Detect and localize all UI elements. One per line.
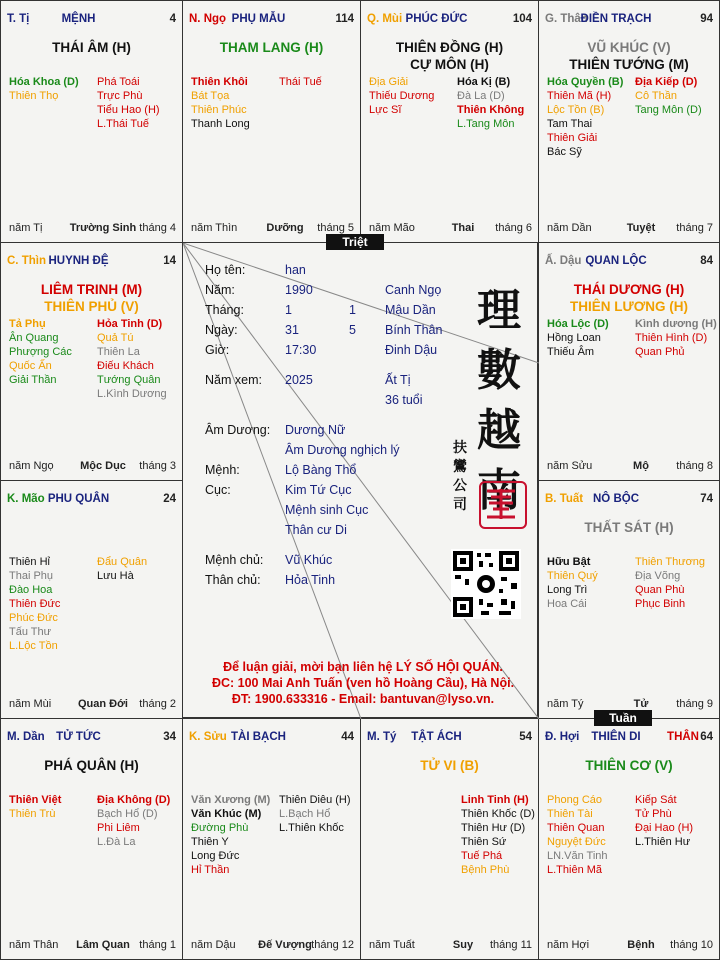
minor-star: Thiên Hỉ <box>9 556 50 568</box>
minor-stars-left <box>191 793 270 877</box>
main-star: THẤT SÁT (H) <box>584 520 674 535</box>
minor-star: Lộc Tồn (B) <box>547 104 605 116</box>
calligraphy-char: 理 <box>477 285 521 336</box>
value-cuc-3: Thân cư Di <box>285 523 347 537</box>
main-stars <box>1 39 182 56</box>
palace-branch: N. Ngọ <box>189 13 227 25</box>
palace-footer-month: tháng 6 <box>495 222 532 234</box>
minor-star: Tuế Phá <box>461 850 503 862</box>
minor-star: Thiên Giải <box>547 132 598 144</box>
palace-suu[interactable] <box>182 718 361 960</box>
main-stars <box>539 757 719 774</box>
minor-star: Thiên Không <box>457 104 525 116</box>
minor-star: Địa Võng <box>635 570 681 582</box>
label-menh-chu: Mệnh chủ: <box>205 553 264 567</box>
minor-star: Văn Xương (M) <box>191 794 271 806</box>
palace-header <box>545 255 713 271</box>
minor-star: Tướng Quân <box>97 374 161 386</box>
palace-mao[interactable] <box>0 480 183 719</box>
minor-star: Hoa Cái <box>547 598 587 610</box>
body-palace-marker: THÂN <box>667 731 699 743</box>
minor-star: Điếu Khách <box>97 360 154 372</box>
palace-number: 24 <box>163 493 176 505</box>
minor-star: Thiên Trù <box>9 808 56 820</box>
label-than-chu: Thân chủ: <box>205 573 261 587</box>
palace-name: HUYNH ĐỆ <box>48 255 109 267</box>
minor-star: Bạch Hổ (D) <box>97 808 158 820</box>
value-ngay-duong: 31 <box>285 323 299 337</box>
palace-name: TẬT ÁCH <box>411 731 462 743</box>
palace-mui[interactable] <box>360 0 539 243</box>
palace-footer-year: năm Tuất <box>369 939 415 951</box>
palace-footer-month: tháng 8 <box>676 460 713 472</box>
main-star: THÁI DƯƠNG (H) <box>573 282 685 297</box>
palace-number: 84 <box>700 255 713 267</box>
palace-header <box>545 493 713 509</box>
palace-header <box>189 13 354 29</box>
palace-header <box>367 13 532 29</box>
value-gio: 17:30 <box>285 343 317 357</box>
palace-ngo[interactable] <box>182 0 361 243</box>
palace-footer-stage: Lâm Quan <box>76 939 130 951</box>
palace-header <box>7 731 176 747</box>
minor-star: Thiên Quý <box>547 570 598 582</box>
palace-name: QUAN LỘC <box>585 255 647 267</box>
palace-footer <box>369 939 532 953</box>
minor-star: Thiên Hư (D) <box>461 822 526 834</box>
minor-star: L.Bạch Hổ <box>279 808 331 820</box>
value-tuoi: 36 tuổi <box>385 393 423 407</box>
palace-name: THIÊN DI <box>591 731 641 743</box>
palace-thin[interactable] <box>0 242 183 481</box>
palace-footer <box>547 460 713 474</box>
palace-number: 4 <box>169 13 176 25</box>
minor-stars-right <box>97 75 160 131</box>
palace-header <box>367 731 532 747</box>
minor-stars-right <box>635 555 705 611</box>
minor-star: Đẩu Quân <box>97 556 148 568</box>
label-ho-ten: Họ tên: <box>205 263 246 277</box>
palace-footer-year: năm Ngọ <box>9 460 54 472</box>
value-thang-duong: 1 <box>285 303 292 317</box>
minor-star: Thiên La <box>97 346 140 358</box>
minor-star: L.Lộc Tồn <box>9 640 58 652</box>
palace-name: TỬ TỨC <box>56 731 101 743</box>
main-star: CỰ MÔN (H) <box>410 57 489 72</box>
main-stars <box>361 757 538 774</box>
palace-footer-month: tháng 10 <box>670 939 713 951</box>
palace-name: PHU QUÂN <box>47 493 110 505</box>
palace-footer-stage: Mộc Dục <box>80 460 126 472</box>
minor-star: L.Thái Tuế <box>97 118 149 130</box>
minor-stars-left <box>547 75 623 159</box>
value-gio-can: Đinh Dậu <box>385 343 438 357</box>
label-thang: Tháng: <box>205 303 244 317</box>
minor-star: LN.Văn Tinh <box>547 850 608 862</box>
palace-branch: K. Mão <box>7 493 45 505</box>
minor-star: Đại Hao (H) <box>635 822 694 834</box>
minor-star: Trực Phù <box>97 90 143 102</box>
value-nam-xem-can: Ất Tị <box>385 373 411 387</box>
minor-stars-left <box>369 75 434 117</box>
palace-footer-month: tháng 2 <box>139 698 176 710</box>
minor-stars-right <box>97 793 170 849</box>
palace-name: TÀI BẠCH <box>231 731 286 743</box>
minor-star: Lực Sĩ <box>369 104 402 116</box>
palace-footer-month: tháng 4 <box>139 222 176 234</box>
palace-ty[interactable] <box>360 718 539 960</box>
palace-header <box>7 13 176 29</box>
fubi-char: 扶 <box>453 440 467 456</box>
minor-star: Tang Môn (D) <box>635 104 702 116</box>
minor-star: Thiên Đức <box>9 598 61 610</box>
value-menh-chu: Vũ Khúc <box>285 553 333 567</box>
palace-footer-year: năm Dần <box>547 222 592 234</box>
palace-footer <box>191 939 354 953</box>
minor-star: Long Đức <box>191 850 240 862</box>
value-nam-can: Canh Ngọ <box>385 283 442 297</box>
minor-star: Thiếu Âm <box>547 346 595 358</box>
minor-star: Hóa Quyền (B) <box>547 76 624 88</box>
fubi-char: 鸞 <box>453 459 467 475</box>
minor-star: L.Thiên Hư <box>635 836 691 848</box>
minor-star: Phục Binh <box>635 598 686 610</box>
minor-star: Thiếu Dương <box>369 90 435 102</box>
palace-than[interactable] <box>538 0 720 243</box>
main-stars <box>361 39 538 73</box>
minor-stars-left <box>9 317 72 387</box>
minor-star: Hữu Bật <box>547 556 591 568</box>
palace-number: 14 <box>163 255 176 267</box>
value-am-duong: Dương Nữ <box>285 423 346 437</box>
main-star: THÁI ÂM (H) <box>52 40 131 55</box>
minor-stars-left <box>547 793 608 877</box>
fubi-char: 司 <box>453 497 467 513</box>
palace-footer-month: tháng 7 <box>676 222 713 234</box>
palace-number: 94 <box>700 13 713 25</box>
value-nam: 1990 <box>285 283 313 297</box>
palace-branch: M. Dần <box>7 731 45 743</box>
calligraphy-char: 越 <box>477 405 521 456</box>
palace-number: 34 <box>163 731 176 743</box>
palace-name: MỆNH <box>61 13 96 25</box>
palace-header <box>7 255 176 271</box>
minor-star: Bệnh Phù <box>461 864 510 876</box>
minor-stars-right <box>635 317 717 359</box>
minor-star: Thiên Việt <box>9 794 62 806</box>
minor-stars-right <box>279 75 322 89</box>
minor-stars-right <box>97 555 147 583</box>
main-stars <box>183 39 360 56</box>
minor-star: Thiên Sứ <box>461 836 507 848</box>
main-star: LIÊM TRINH (M) <box>40 282 143 297</box>
label-ngay: Ngày: <box>205 323 238 337</box>
label-cuc: Cục: <box>205 483 231 497</box>
minor-star: Tiểu Hao (H) <box>97 104 160 116</box>
minor-star: Ân Quang <box>9 332 59 344</box>
minor-star: L.Thiên Khốc <box>279 822 344 834</box>
minor-star: Tử Phù <box>635 808 672 820</box>
value-ngay-can: Bính Thân <box>385 323 443 337</box>
minor-star: Phá Toái <box>97 76 140 88</box>
palace-footer-stage: Đế Vượng <box>258 939 312 951</box>
minor-star: Lưu Hà <box>97 570 134 582</box>
palace-footer-month: tháng 3 <box>139 460 176 472</box>
palace-branch: K. Sửu <box>189 731 227 743</box>
calligraphy-char: 南 <box>477 465 521 516</box>
palace-footer <box>9 698 176 712</box>
palace-branch: Đ. Hợi <box>545 731 580 743</box>
triet-marker: Triệt <box>326 234 384 250</box>
tuan-marker: Tuần <box>594 710 652 726</box>
label-menh: Mệnh: <box>205 463 240 477</box>
palace-dan[interactable] <box>0 718 183 960</box>
main-stars <box>539 281 719 315</box>
minor-star: Hỏa Tinh (D) <box>97 318 163 330</box>
minor-star: Quan Phủ <box>635 346 685 358</box>
main-stars <box>1 281 182 315</box>
palace-footer-stage: Thai <box>451 222 475 234</box>
minor-stars-left <box>547 555 598 611</box>
minor-star: Địa Giải <box>369 76 409 88</box>
minor-star: Tam Thai <box>547 118 593 130</box>
palace-footer-stage: Tử <box>633 698 649 710</box>
palace-footer-year: năm Thân <box>9 939 59 951</box>
minor-star: Quốc Ấn <box>9 360 52 372</box>
label-nam: Năm: <box>205 283 235 297</box>
palace-footer-stage: Tuyệt <box>626 222 656 234</box>
palace-footer <box>9 939 176 953</box>
minor-star: Phi Liêm <box>97 822 140 834</box>
palace-footer-month: tháng 5 <box>317 222 354 234</box>
qr-code[interactable] <box>451 549 521 619</box>
palace-footer <box>369 222 532 236</box>
palace-number: 54 <box>519 731 532 743</box>
palace-number: 74 <box>700 493 713 505</box>
palace-branch: T. Tị <box>7 13 30 25</box>
minor-star: Văn Khúc (M) <box>191 808 262 820</box>
minor-star: Cô Thần <box>635 90 677 102</box>
minor-star: Đường Phù <box>191 822 249 834</box>
minor-star: Thiên Thương <box>635 556 706 568</box>
palace-branch: G. Thân <box>545 13 588 25</box>
palace-footer <box>9 460 176 474</box>
palace-footer-year: năm Sửu <box>547 460 593 472</box>
palace-footer-stage: Quan Đới <box>78 698 128 710</box>
palace-footer-year: năm Mùi <box>9 698 52 710</box>
palace-branch: Ấ. Dậu <box>545 255 582 267</box>
minor-star: Địa Không (D) <box>97 794 171 806</box>
palace-footer-year: năm Hợi <box>547 939 590 951</box>
minor-stars-left <box>9 75 79 103</box>
palace-footer <box>547 939 713 953</box>
palace-footer-year: năm Tị <box>9 222 43 234</box>
minor-stars-right <box>97 317 167 401</box>
palace-footer <box>547 222 713 236</box>
fubi-text <box>451 439 469 515</box>
minor-stars-left <box>191 75 250 131</box>
palace-footer-month: tháng 9 <box>676 698 713 710</box>
value-nam-xem: 2025 <box>285 373 313 387</box>
palace-branch: M. Tý <box>367 731 397 743</box>
palace-name: ĐIỀN TRẠCH <box>580 13 652 25</box>
minor-star: Phúc Đức <box>9 612 58 624</box>
minor-stars-left <box>9 793 61 821</box>
main-star: THIÊN CƠ (V) <box>585 758 673 773</box>
minor-star: Hóa Khoa (D) <box>9 76 79 88</box>
label-gio: Giờ: <box>205 343 230 357</box>
palace-footer-year: năm Thìn <box>191 222 238 234</box>
minor-star: Hỉ Thần <box>191 864 230 876</box>
main-star: PHÁ QUÂN (H) <box>44 758 139 773</box>
palace-footer-stage: Dưỡng <box>266 222 304 234</box>
minor-star: Tả Phụ <box>9 318 46 330</box>
palace-footer <box>9 222 176 236</box>
notice-line-1: Để luận giải, mời bạn liên hệ LÝ SỐ HỘI QUÁN. <box>223 660 503 674</box>
value-thang-am: 1 <box>349 303 356 317</box>
palace-name: NÔ BỘC <box>593 493 639 505</box>
value-cuc: Kim Tứ Cục <box>285 483 352 497</box>
minor-stars-left <box>9 555 60 653</box>
minor-star: Kình dương (H) <box>635 318 717 330</box>
palace-branch: B. Tuất <box>545 493 584 505</box>
notice-line-2: ĐC: 100 Mai Anh Tuấn (ven hồ Hoàng Cầu), Hà Nội. <box>211 676 515 690</box>
minor-stars-right <box>279 793 351 835</box>
fubi-char: 公 <box>453 478 467 494</box>
palace-header <box>545 731 713 747</box>
palace-header <box>189 731 354 747</box>
palace-number: 114 <box>335 13 354 25</box>
minor-star: Thiên Quan <box>547 822 605 834</box>
main-star: THIÊN ĐỒNG (H) <box>395 40 504 55</box>
main-star: VŨ KHÚC (V) <box>587 40 671 55</box>
minor-star: Long Trì <box>547 584 588 596</box>
minor-stars-right <box>635 75 702 117</box>
red-seal-stamp <box>479 481 527 529</box>
palace-footer-year: năm Dậu <box>191 939 236 951</box>
palace-footer-year: năm Mão <box>369 222 415 234</box>
minor-star: Thiên Tài <box>547 808 593 820</box>
minor-star: Thiên Thọ <box>9 90 59 102</box>
minor-stars-left <box>547 317 609 359</box>
palace-footer-stage: Suy <box>452 939 474 951</box>
minor-star: Bát Tọa <box>191 90 230 102</box>
value-ho-ten: han <box>285 263 306 277</box>
minor-star: L.Tang Môn <box>457 118 515 130</box>
minor-star: Thiên Diêu (H) <box>279 794 351 806</box>
palace-name: PHÚC ĐỨC <box>405 13 468 25</box>
calligraphy-char: 數 <box>477 345 521 396</box>
minor-star: Tấu Thư <box>9 626 52 638</box>
main-star: THAM LANG (H) <box>219 40 324 55</box>
minor-star: Hóa Lộc (D) <box>547 318 609 330</box>
value-cuc-2: Mệnh sinh Cục <box>285 503 369 517</box>
minor-star: Địa Kiếp (D) <box>635 76 698 88</box>
main-stars <box>1 757 182 774</box>
minor-star: L.Kình Dương <box>97 388 167 400</box>
minor-star: Nguyệt Đức <box>547 836 606 848</box>
palace-footer-month: tháng 12 <box>311 939 354 951</box>
palace-tuat[interactable] <box>538 480 720 719</box>
minor-stars-right <box>461 793 535 877</box>
palace-number: 44 <box>341 731 354 743</box>
minor-star: Đào Hoa <box>9 584 53 596</box>
label-am-duong: Âm Dương: <box>205 423 271 437</box>
main-star: THIÊN LƯƠNG (H) <box>570 299 688 314</box>
minor-star: Phượng Các <box>9 346 72 358</box>
value-thang-can: Mậu Dần <box>385 303 436 317</box>
minor-star: Quả Tú <box>97 332 134 344</box>
minor-star: Hóa Kị (B) <box>457 76 511 88</box>
center-info-panel <box>182 242 538 718</box>
minor-star: Thái Tuế <box>279 76 322 88</box>
palace-header <box>545 13 713 29</box>
main-stars <box>539 39 719 73</box>
minor-star: L.Thiên Mã <box>547 864 603 876</box>
palace-branch: C. Thìn <box>7 255 46 267</box>
minor-star: Thai Phụ <box>9 570 54 582</box>
palace-ti[interactable] <box>0 0 183 243</box>
palace-hoi[interactable] <box>538 718 720 960</box>
minor-star: Phong Cáo <box>547 794 603 806</box>
value-than-chu: Hỏa Tinh <box>285 573 336 587</box>
minor-star: Thiên Hình (D) <box>635 332 708 344</box>
main-star: TỬ VI (B) <box>420 758 479 773</box>
palace-name: PHỤ MẪU <box>231 13 286 25</box>
palace-footer-stage: Trường Sinh <box>69 222 137 234</box>
minor-star: Thiên Khốc (D) <box>461 808 535 820</box>
minor-star: Quan Phù <box>635 584 685 596</box>
minor-stars-right <box>635 793 693 849</box>
palace-header <box>7 493 176 509</box>
minor-star: Thiên Khôi <box>191 76 248 88</box>
minor-star: Hồng Loan <box>547 332 601 344</box>
palace-number: 104 <box>512 13 532 25</box>
minor-star: Giải Thần <box>9 374 57 386</box>
minor-star: Thiên Y <box>191 836 229 848</box>
minor-star: Thanh Long <box>191 118 250 130</box>
contact-notice <box>195 659 531 707</box>
minor-star: Đà La (D) <box>457 90 505 102</box>
palace-footer-stage: Bệnh <box>627 939 655 951</box>
palace-footer-month: tháng 1 <box>139 939 176 951</box>
minor-star: Thiên Mã (H) <box>547 90 612 102</box>
minor-star: Kiếp Sát <box>635 794 677 806</box>
minor-star: Thiên Phúc <box>191 104 247 116</box>
minor-star: L.Đà La <box>97 836 136 848</box>
main-star: THIÊN TƯỚNG (M) <box>569 57 689 72</box>
palace-number: 64 <box>700 731 713 743</box>
palace-footer-month: tháng 11 <box>489 939 532 951</box>
value-am-duong-2: Âm Dương nghịch lý <box>285 443 400 457</box>
value-ngay-am: 5 <box>349 323 356 337</box>
main-stars <box>539 519 719 536</box>
notice-line-3: ĐT: 1900.633316 - Email: bantuvan@lyso.vn. <box>231 692 495 706</box>
palace-footer-year: năm Tý <box>547 698 584 710</box>
label-nam-xem: Năm xem: <box>205 373 262 387</box>
palace-dau[interactable] <box>538 242 720 481</box>
minor-stars-right <box>457 75 524 131</box>
minor-star: Linh Tinh (H) <box>461 794 529 806</box>
value-menh: Lộ Bàng Thổ <box>285 463 357 477</box>
palace-branch: Q. Mùi <box>367 13 403 25</box>
minor-star: Bác Sỹ <box>547 146 582 158</box>
main-star: THIÊN PHỦ (V) <box>44 299 139 314</box>
palace-footer-stage: Mộ <box>633 460 649 472</box>
